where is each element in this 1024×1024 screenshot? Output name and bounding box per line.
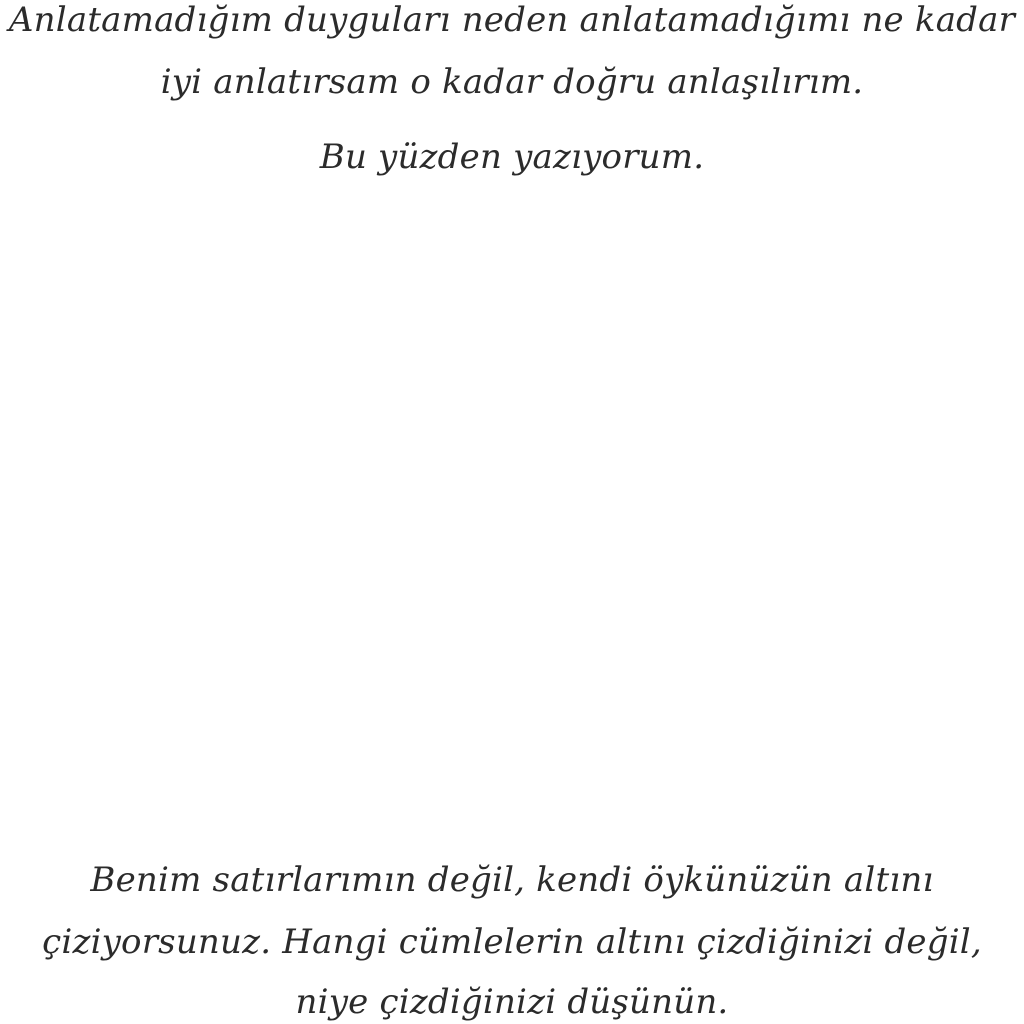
top-passage-line-2: iyi anlatırsam o kadar doğru anlaşılırım. [160, 62, 864, 102]
bottom-passage-line-2: çiziyorsunuz. Hangi cümlelerin altını çizdiğinizi değil, [42, 922, 982, 962]
bottom-passage-line-3: niye çizdiğinizi düşünün. [295, 982, 729, 1022]
top-passage-line-3: Bu yüzden yazıyorum. [319, 137, 705, 177]
top-passage-line-1: Anlatamadığım duyguları neden anlatamadığımı ne kadar [8, 0, 1016, 40]
bottom-passage-line-1: Benim satırlarımın değil, kendi öykünüzün altını [90, 860, 934, 900]
